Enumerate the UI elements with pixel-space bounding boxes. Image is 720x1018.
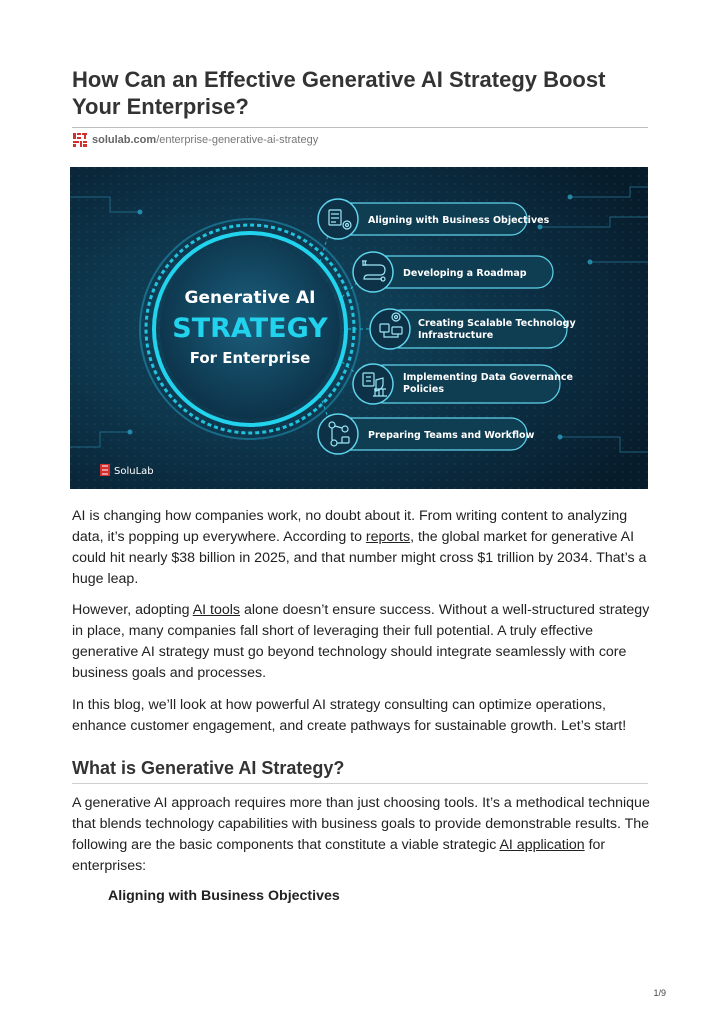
strategy-item-3-label-line1: Creating Scalable Technology xyxy=(418,318,576,329)
hero-infographic xyxy=(70,167,648,489)
blog-overview-paragraph: In this blog, we’ll look at how powerful AI strategy consulting can optimize operations, enhance customer engagement, and create pathways for sustainable growth. Let’s start! xyxy=(72,697,627,734)
definition-text-a: A generative AI approach requires more than just choosing tools. It’s a methodical technique that blends technology capabilities with business goals to provide demonstrable results. The following are the basic components that constitute a viable strategic xyxy=(72,795,650,853)
strategy-item-5 xyxy=(318,414,535,454)
strategy-item-1 xyxy=(318,199,550,239)
strategy-item-4-label-line2: Policies xyxy=(403,384,444,395)
intro-text-a: AI is changing how companies work, no doubt about it. From writing content to analyzing data, it’s popping up everywhere. According to xyxy=(72,508,628,545)
hero-brand xyxy=(100,464,154,477)
hero-heading-line2: STRATEGY xyxy=(172,313,328,344)
section-divider xyxy=(72,783,648,784)
adoption-text-a: However, adopting xyxy=(72,602,193,618)
definition-paragraph xyxy=(72,793,652,877)
ai-tools-link[interactable]: AI tools xyxy=(192,602,241,618)
source-url[interactable] xyxy=(92,134,318,146)
strategy-item-4 xyxy=(353,364,573,404)
title-divider xyxy=(72,127,648,128)
hero-brand-name: SoluLab xyxy=(114,466,154,477)
ai-application-link[interactable]: AI application xyxy=(499,837,585,853)
reports-link[interactable]: reports xyxy=(365,529,411,545)
adoption-text-b: alone doesn’t ensure success. Without a well-structured strategy in place, many companies fall short of leveraging their full potential. A truly effective generative AI strategy must go beyond technology should integrate seamlessly with core business goals and processes. xyxy=(72,602,650,681)
intro-paragraph xyxy=(72,506,652,590)
adoption-paragraph xyxy=(72,600,652,684)
hero-heading-line1: Generative AI xyxy=(184,288,316,308)
strategy-item-4-label-line1: Implementing Data Governance xyxy=(403,372,573,383)
strategy-item-2-label: Developing a Roadmap xyxy=(403,268,527,279)
strategy-item-3 xyxy=(370,309,576,349)
page-number: 1/9 xyxy=(653,988,666,998)
strategy-item-5-label: Preparing Teams and Workflow xyxy=(368,430,535,441)
section-heading: What is Generative AI Strategy? xyxy=(72,758,345,778)
definition-text-b: for enterprises: xyxy=(72,837,606,874)
strategy-item-3-label-line2: Infrastructure xyxy=(418,330,494,341)
intro-text-b: , the global market for generative AI could hit nearly $38 billion in 2025, and that number might cross $1 trillion by 2034. That’s a huge leap. xyxy=(72,529,647,587)
solulab-logo-icon xyxy=(72,132,88,148)
source-line xyxy=(72,132,318,148)
strategy-item-2 xyxy=(353,252,553,292)
strategy-item-1-label: Aligning with Business Objectives xyxy=(368,215,550,226)
source-domain: solulab.com xyxy=(92,134,157,146)
source-path: /enterprise-generative-ai-strategy xyxy=(156,134,319,146)
page-title: How Can an Effective Generative AI Strategy Boost Your Enterprise? xyxy=(72,67,606,119)
hero-heading-line3: For Enterprise xyxy=(189,349,311,367)
subsection-heading: Aligning with Business Objectives xyxy=(108,888,340,904)
